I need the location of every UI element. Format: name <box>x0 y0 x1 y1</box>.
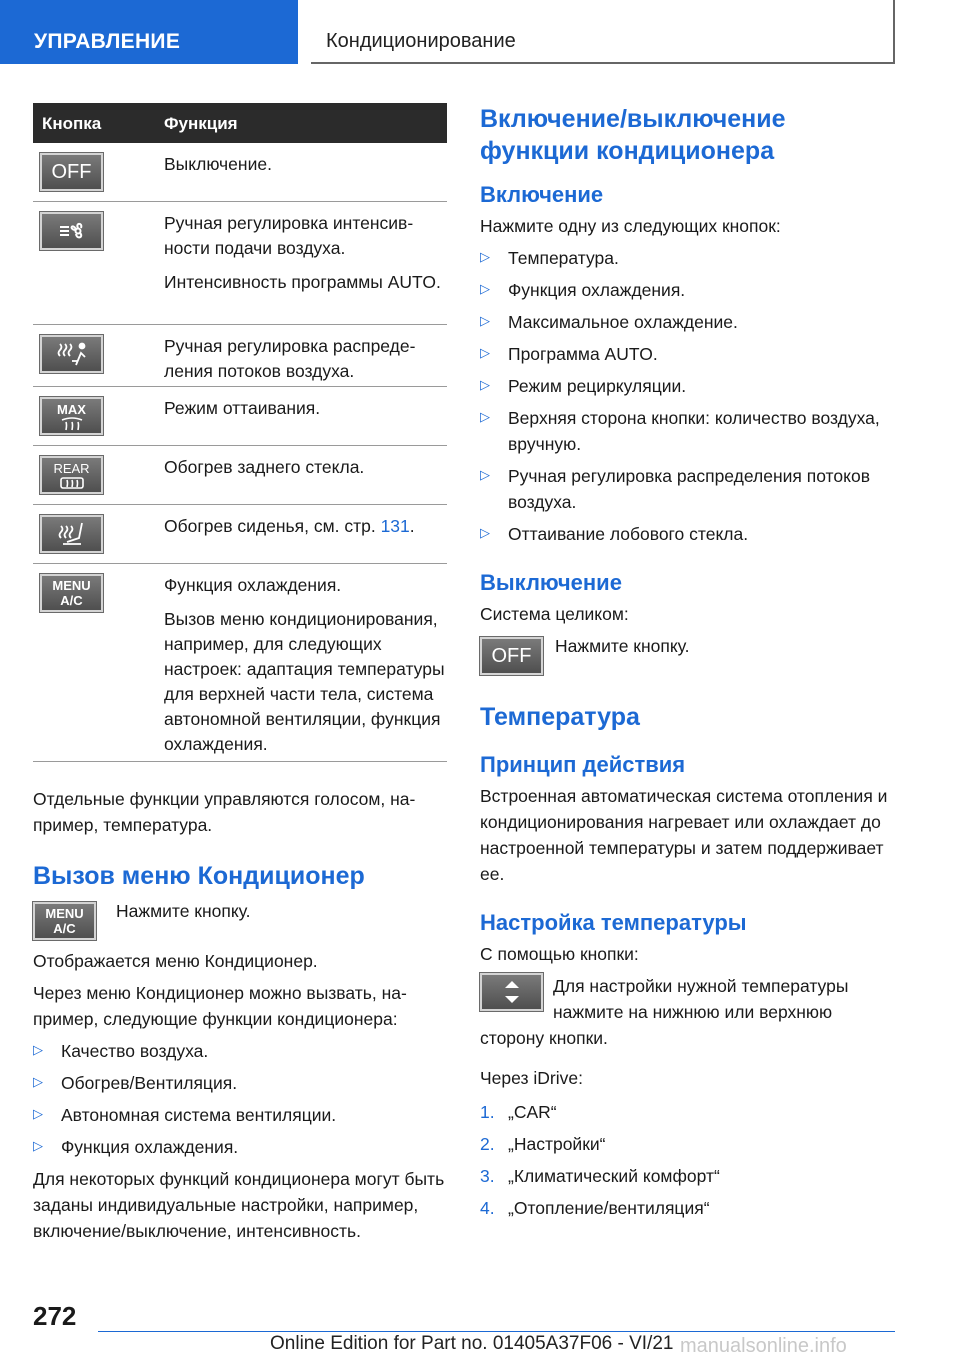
row-text: Функция охлаждения. <box>164 575 342 595</box>
step-number: 4. <box>480 1198 495 1218</box>
list-item: ▷ Режим рециркуляции. <box>480 373 900 399</box>
press-button-text: Нажмите кнопку. <box>116 901 251 921</box>
on-list <box>480 245 900 547</box>
table-header <box>33 103 447 143</box>
principle-text: Встроенная автоматическая система отопления и кондиционирования нагревает или охлаждает до настроенной температуры и затем поддерживает ее. <box>480 786 888 884</box>
row-text-prefix: Обогрев сиденья, см. стр. <box>164 516 381 536</box>
off-heading: Выключение <box>480 570 622 595</box>
row-text <box>164 514 447 539</box>
menu-list <box>33 1038 447 1160</box>
rear-defrost-button-icon <box>40 456 103 494</box>
list-item <box>480 1195 900 1221</box>
list-item: ▷ Программа AUTO. <box>480 341 900 367</box>
fan-button-icon <box>40 212 103 250</box>
idrive-steps <box>480 1099 900 1221</box>
list-item <box>480 1099 900 1125</box>
step-text: „Отопление/вентиляция“ <box>508 1198 710 1218</box>
off-button-label: OFF <box>491 644 532 667</box>
setting-block <box>480 973 900 1051</box>
watermark: manualsonline.info <box>680 1335 847 1357</box>
ac-button-label: A/C <box>60 593 83 608</box>
menu-button-label: MENU <box>52 578 91 593</box>
list-item <box>480 1131 900 1157</box>
menu-heading: Вызов меню Кондиционер <box>33 862 365 890</box>
section-title: УПРАВЛЕНИЕ <box>34 30 181 53</box>
menu-ac-button-icon <box>40 574 103 612</box>
idrive-intro: Через iDrive: <box>480 1068 583 1088</box>
list-item: ▷ Оттаивание лобового стекла. <box>480 521 900 547</box>
off-press-text: Нажмите кнопку. <box>555 636 690 656</box>
table-row <box>33 505 447 564</box>
table-row <box>33 564 447 762</box>
air-distribution-button-icon <box>40 335 103 373</box>
menu-button-row <box>33 902 447 940</box>
voice-note: Отдельные функции управляются голосом, например, температура. <box>33 789 416 835</box>
max-button-label: MAX <box>57 401 86 417</box>
page-number: 272 <box>33 1301 77 1331</box>
step-number: 3. <box>480 1166 495 1186</box>
chapter-header <box>311 0 895 64</box>
list-item: ▷ Обогрев/Вентиляция. <box>33 1070 447 1096</box>
col-function-header: Функция <box>164 114 238 133</box>
setting-text: Для настройки нужной температуры нажмите на нижнюю или верхнюю сторону кнопки. <box>480 976 849 1048</box>
list-item: ▷ Качество воздуха. <box>33 1038 447 1064</box>
principle-heading: Принцип действия <box>480 752 686 777</box>
section-tab <box>0 0 298 64</box>
step-text: „Настройки“ <box>508 1134 606 1154</box>
table-row <box>33 325 447 387</box>
on-intro: Нажмите одну из следующих кнопок: <box>480 216 781 236</box>
page-link[interactable]: 131 <box>380 516 410 536</box>
list-item: ▷ Ручная регулировка распределения потоков воздуха. <box>480 463 900 515</box>
row-text-suffix: . <box>409 516 415 536</box>
row-text: Режим оттаивания. <box>164 398 321 418</box>
setting-intro: С помощью кнопки: <box>480 944 639 964</box>
list-item: ▷ Автономная система вентиляции. <box>33 1102 447 1128</box>
off-intro: Система целиком: <box>480 604 629 624</box>
on-heading: Включение <box>480 182 604 207</box>
menu-intro: Через меню Кондиционер можно вызвать, например, следующие функции кондиционера: <box>33 983 407 1029</box>
max-defrost-button-icon <box>40 397 103 435</box>
table-row <box>33 143 447 202</box>
list-item: ▷ Функция охлаждения. <box>33 1134 447 1160</box>
menu-button-label: MENU <box>45 906 84 921</box>
chapter-title: Кондиционирование <box>326 30 516 52</box>
table-row <box>33 446 447 505</box>
edition-text: Online Edition for Part no. 01405A37F06 - VI/21 <box>270 1333 674 1354</box>
off-button-row <box>480 637 900 675</box>
step-number: 2. <box>480 1134 495 1154</box>
row-text: Ручная регулировка распределения потоков воздуха. <box>164 336 416 381</box>
list-item: ▷ Максимальное охлаждение. <box>480 309 900 335</box>
step-text: „CAR“ <box>508 1102 557 1122</box>
row-text: Ручная регулировка интенсивности подачи воздуха. <box>164 213 414 258</box>
off-button-label: OFF <box>51 160 92 183</box>
menu-ac-button-icon <box>33 902 96 940</box>
table-row <box>33 202 447 325</box>
rear-button-label: REAR <box>53 460 90 476</box>
menu-outro: Для некоторых функций кондиционера могут быть заданы индивидуальные настройки, например, включение/выключение, интенсивность. <box>33 1169 445 1241</box>
off-button-icon <box>480 637 543 675</box>
footer-divider <box>98 1331 895 1332</box>
list-item <box>480 1163 900 1189</box>
left-column <box>33 103 447 1244</box>
row-text: Интенсивность программы AUTO. <box>164 272 441 292</box>
temperature-updown-button-icon <box>480 973 543 1011</box>
menu-shown-text: Отображается меню Кондиционер. <box>33 951 318 971</box>
off-button-icon <box>40 153 103 191</box>
setting-heading: Настройка температуры <box>480 910 747 935</box>
row-text: Вызов меню кондиционирования, например, для следующих настроек: адаптация температуры для верхней части тела, система автономной вентиляции, функция охлаждения. <box>164 609 445 754</box>
right-column <box>480 103 900 1221</box>
row-text: Выключение. <box>164 154 272 174</box>
list-item: ▷ Верхняя сторона кнопки: количество воздуха, вручную. <box>480 405 900 457</box>
table-row <box>33 387 447 446</box>
seat-heating-button-icon <box>40 515 103 553</box>
col-button-header: Кнопка <box>42 114 102 133</box>
list-item: ▷ Температура. <box>480 245 900 271</box>
onoff-heading: Включение/выключение функции кондиционера <box>480 105 786 165</box>
temp-heading: Температура <box>480 703 640 731</box>
list-item: ▷ Функция охлаждения. <box>480 277 900 303</box>
row-text: Обогрев заднего стекла. <box>164 457 365 477</box>
step-number: 1. <box>480 1102 495 1122</box>
ac-button-label: A/C <box>53 921 76 936</box>
step-text: „Климатический комфорт“ <box>508 1166 720 1186</box>
